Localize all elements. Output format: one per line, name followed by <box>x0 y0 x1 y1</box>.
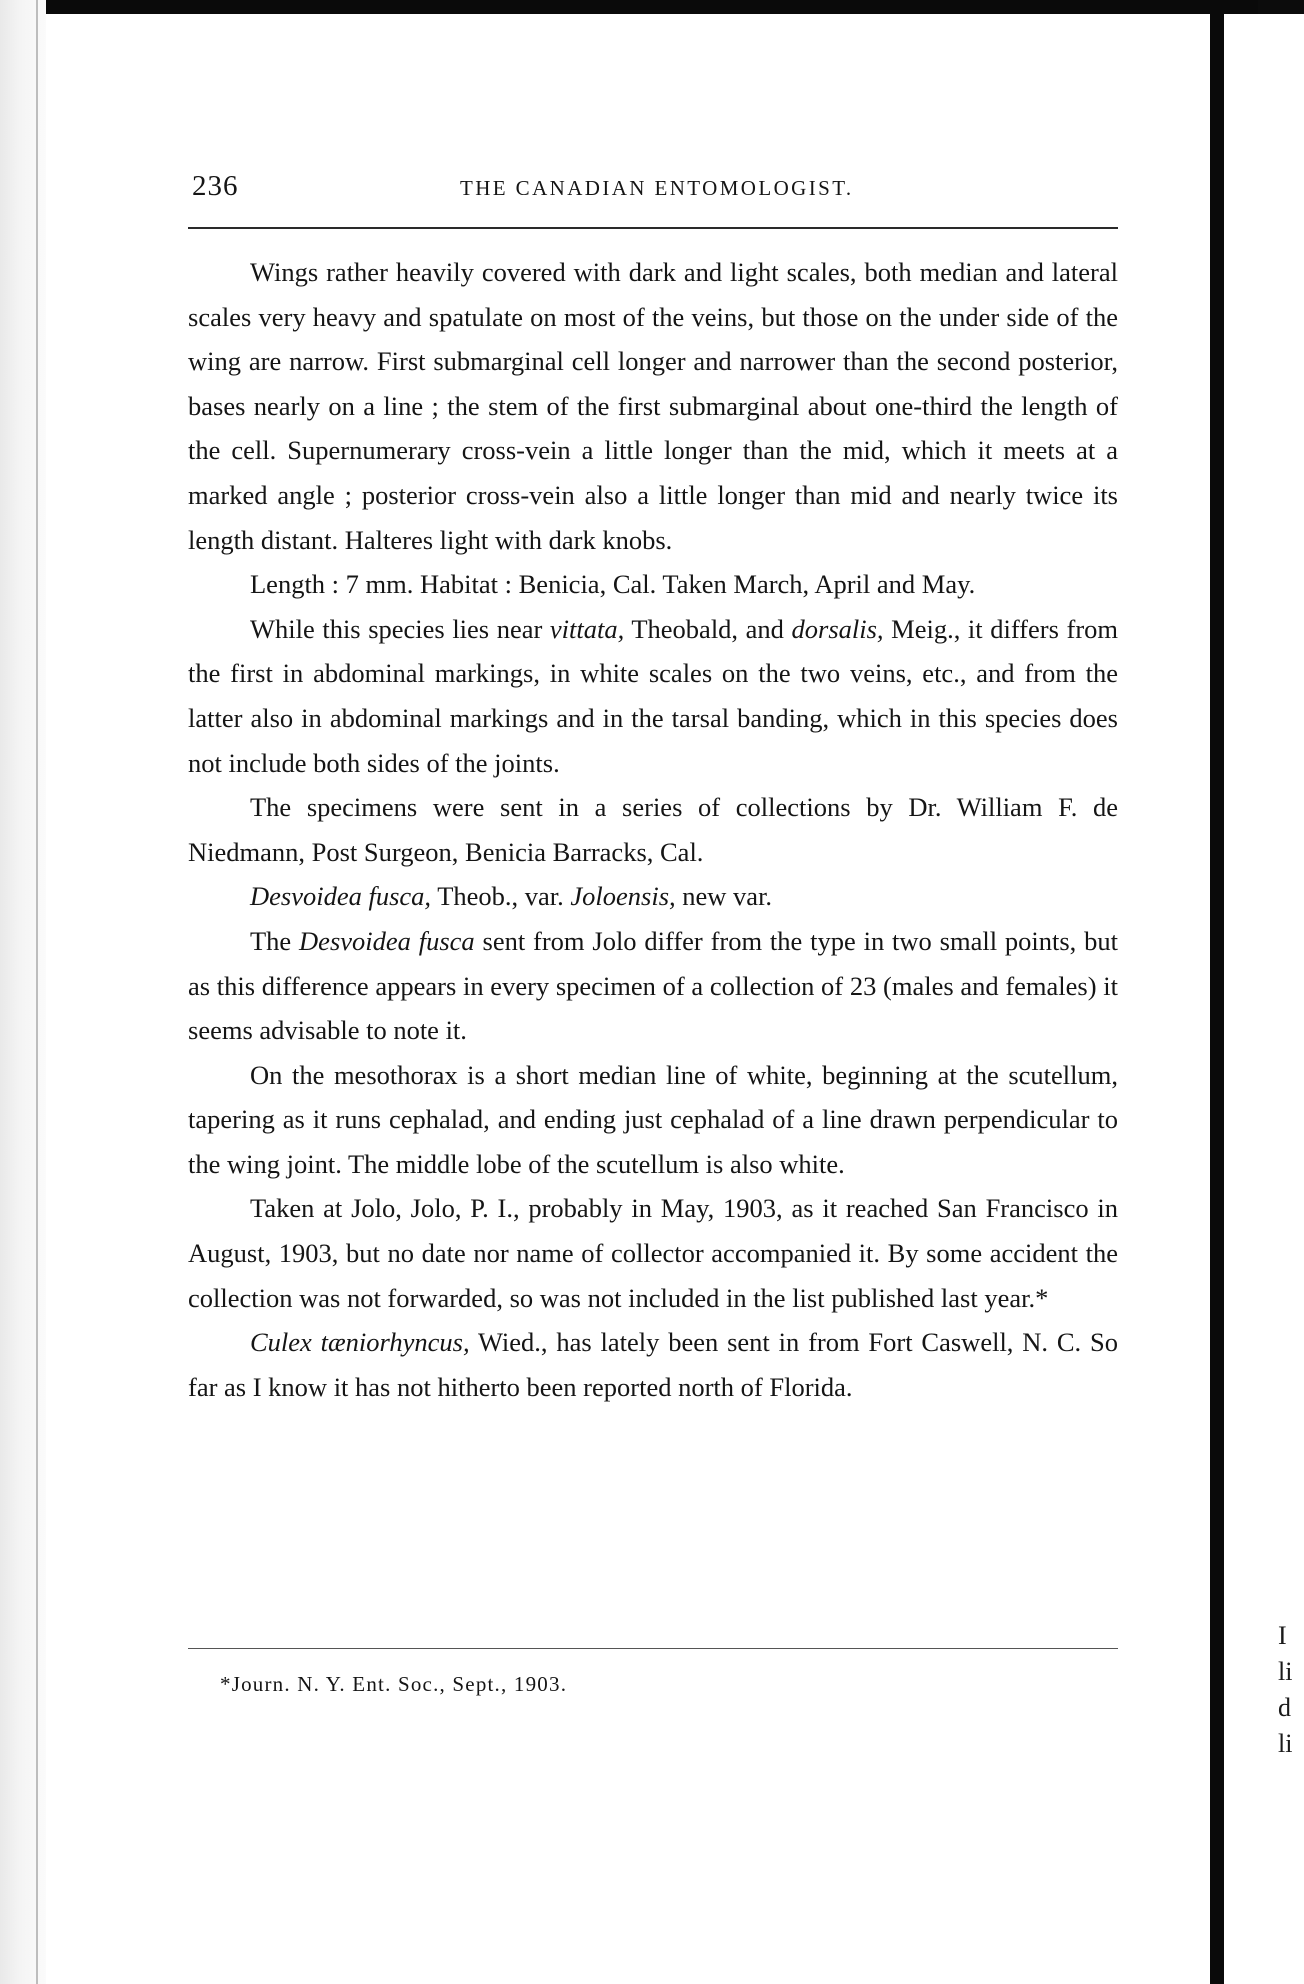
paragraph-wings: Wings rather heavily covered with dark and light scales, both median and lateral scales very heavy and spatulate on most of the veins, but those on the under side of the wing are narrow. First submarginal cell longer and narrower than the second posterior, bases nearly on a line ; the stem of the first submarginal about one-third the length of the cell. Supernumerary cross-vein a little longer than the mid, which it meets at a marked angle ; posterior cross-vein also a little longer than mid and nearly twice its length distant. Halteres light with dark knobs. <box>188 257 1118 555</box>
adjacent-page-text: I li d li <box>1278 1621 1293 1758</box>
running-head: THE CANADIAN ENTOMOLOGIST. <box>460 176 854 200</box>
text-run: Theob., var. <box>431 881 571 912</box>
header-rule <box>188 227 1118 229</box>
footnote: *Journ. N. Y. Ent. Soc., Sept., 1903. <box>220 1672 568 1696</box>
paragraph-length: Length : 7 mm. Habitat : Benicia, Cal. Taken March, April and May. <box>250 569 976 600</box>
paragraph-mesothorax: On the mesothorax is a short median line of white, beginning at the scutellum, tapering as it runs cephalad, and ending just cephalad of a line drawn perpendicular to the wing joint. The middle lobe of the scutellum is also white. <box>188 1059 1118 1179</box>
text-run: new var. <box>675 881 773 912</box>
paragraph-specimens: The specimens were sent in a series of collections by Dr. William F. de Niedmann, Post Surgeon, Benicia Barracks, Cal. <box>188 792 1118 867</box>
variety-name: Joloensis, <box>570 881 676 912</box>
footnote-rule <box>188 1648 1118 1649</box>
scan-top-border <box>0 0 1304 14</box>
species-name: dorsalis, <box>791 613 884 644</box>
text-run: Theobald, and <box>624 613 792 644</box>
text-run: The <box>250 925 300 956</box>
text-run: sent from Jolo differ from the type in two small points, but as this difference appears in every specimen of a collection of 23 (males and females) it seems advisable to note it. <box>188 925 1118 1046</box>
page-edge-line <box>36 0 38 1984</box>
paragraph-collection: Taken at Jolo, Jolo, P. I., probably in May, 1903, as it reached San Francisco in August, 1903, but no date nor name of collector accompanied it. By some accident the collection was not forwarded, so was not included in the list published last year.* <box>188 1193 1118 1313</box>
species-name: Desvoidea fusca, <box>250 881 432 912</box>
paragraph-comparison <box>188 607 1118 785</box>
text-run: Wied., has lately been sent in from Fort Caswell, N. C. So far as I know it has not hitherto been reported north of Florida. <box>188 1327 1118 1402</box>
paragraph-new-var-heading <box>188 874 1118 919</box>
text-run: While this species lies near <box>250 613 550 644</box>
page-number: 236 <box>192 170 239 202</box>
species-name: vittata, <box>549 613 625 644</box>
book-page <box>180 170 1120 1696</box>
paragraph-jolo-difference <box>188 919 1118 1053</box>
page-header <box>180 170 1120 220</box>
page-left-margin <box>0 0 46 1984</box>
species-name: Culex tæniorhyncus, <box>250 1327 470 1358</box>
paragraph-culex <box>188 1320 1118 1409</box>
text-run: Meig., it differs from the first in abdominal markings, in white scales on the two veins, etc., and from the latter also in abdominal markings and in the tarsal banding, which in this species does not include both sides of the joints. <box>188 613 1119 778</box>
species-name: Desvoidea fusca <box>299 925 475 956</box>
body-text <box>188 250 1118 1409</box>
